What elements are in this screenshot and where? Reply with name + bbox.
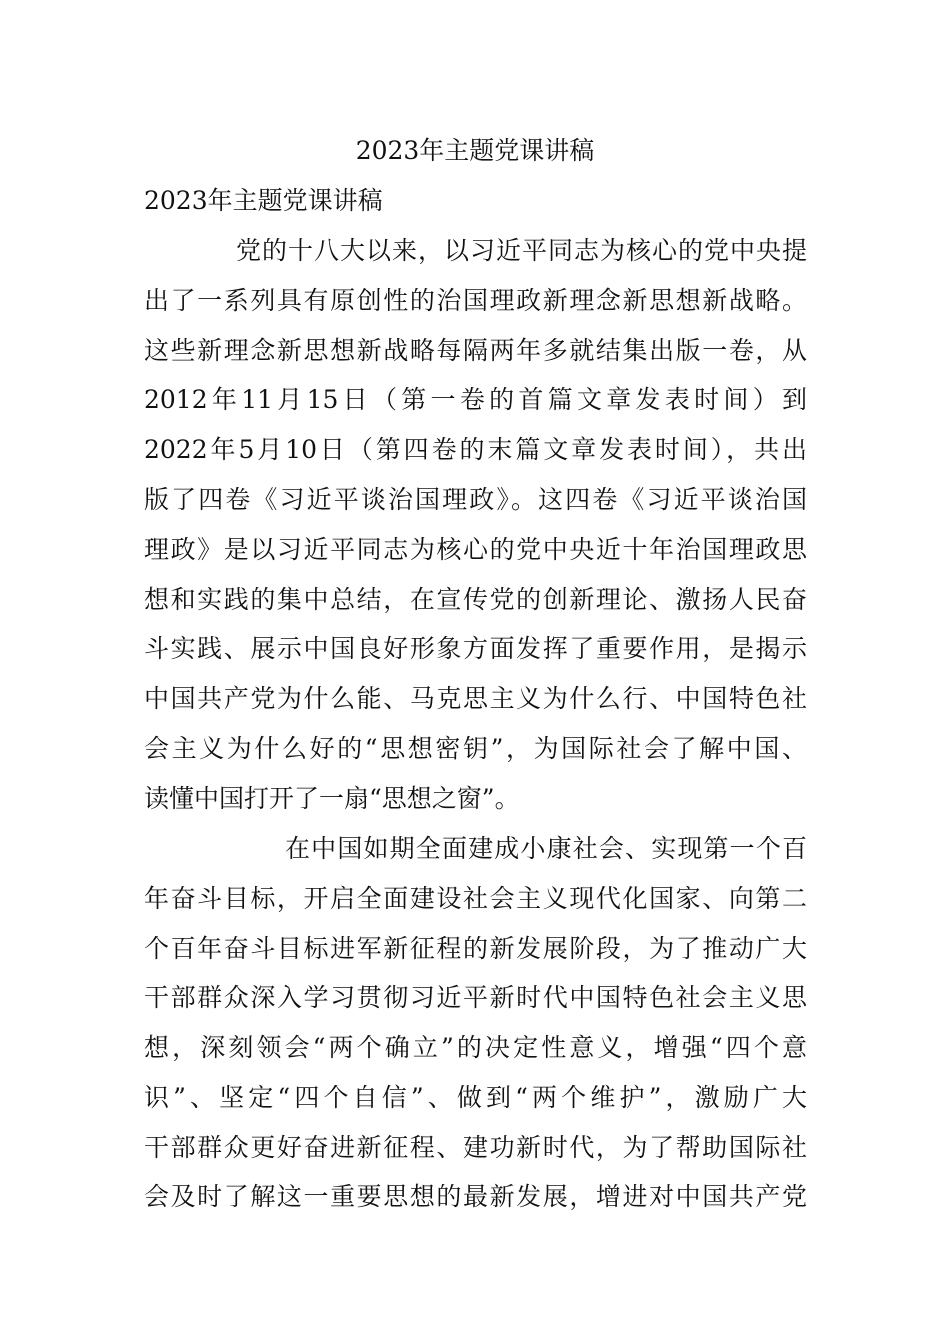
paragraph-1-line: 中国共产党为什么能、马克思主义为什么行、中国特色社	[144, 684, 807, 713]
document-title: 2023年主题党课讲稿	[355, 136, 595, 165]
paragraph-2-line: 想，深刻领会“两个确立”的决定性意义，增强“四个意	[144, 1033, 807, 1062]
document-subtitle: 2023年主题党课讲稿	[144, 186, 383, 215]
paragraph-1-line: 出了一系列具有原创性的治国理政新理念新思想新战略。	[144, 286, 807, 315]
paragraph-1-line: 读懂中国打开了一扇“思想之窗”。	[144, 784, 520, 813]
paragraph-1-line: 这些新理念新思想新战略每隔两年多就结集出版一卷，从	[144, 336, 807, 365]
paragraph-1-line: 党的十八大以来，以习近平同志为核心的党中央提	[236, 236, 807, 265]
paragraph-2-line: 干部群众深入学习贯彻习近平新时代中国特色社会主义思	[144, 983, 807, 1012]
paragraph-2-line: 年奋斗目标，开启全面建设社会主义现代化国家、向第二	[144, 884, 807, 913]
paragraph-1-line: 2022年5月10日（第四卷的末篇文章发表时间），共出	[144, 435, 807, 464]
paragraph-1-line: 2012年11月15日（第一卷的首篇文章发表时间）到	[144, 385, 807, 414]
paragraph-1-line: 想和实践的集中总结，在宣传党的创新理论、激扬人民奋	[144, 585, 807, 614]
paragraph-2-line: 识”、坚定“四个自信”、做到“两个维护”，激励广大	[144, 1083, 807, 1112]
paragraph-2-line: 干部群众更好奋进新征程、建功新时代，为了帮助国际社	[144, 1133, 807, 1162]
paragraph-1-line: 斗实践、展示中国良好形象方面发挥了重要作用，是揭示	[144, 634, 807, 663]
paragraph-2-line: 会及时了解这一重要思想的最新发展，增进对中国共产党	[144, 1182, 807, 1211]
paragraph-1-line: 版了四卷《习近平谈治国理政》。这四卷《习近平谈治国	[144, 485, 807, 514]
paragraph-1-line: 理政》是以习近平同志为核心的党中央近十年治国理政思	[144, 535, 807, 564]
paragraph-1-line: 会主义为什么好的“思想密钥”，为国际社会了解中国、	[144, 734, 807, 763]
paragraph-2-line: 个百年奋斗目标进军新征程的新发展阶段，为了推动广大	[144, 934, 807, 963]
paragraph-2-line: 在中国如期全面建成小康社会、实现第一个百	[285, 834, 807, 863]
